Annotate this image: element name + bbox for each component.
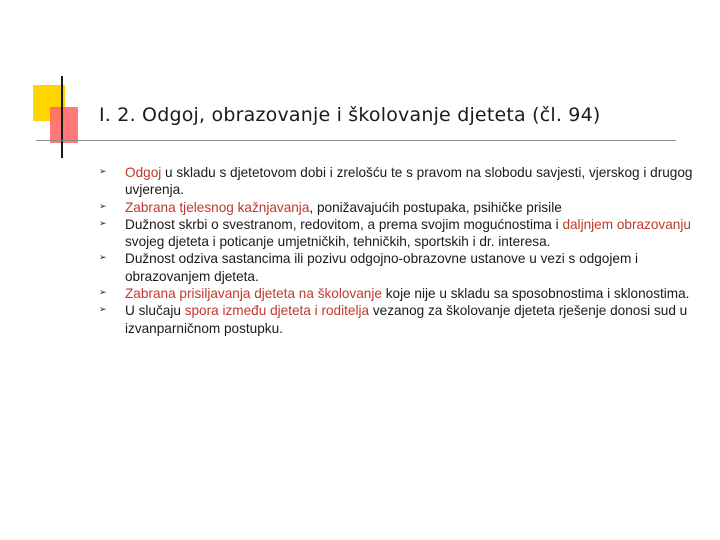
list-item: [99, 199, 699, 216]
list-item: [99, 216, 699, 251]
bullet-text-part: koje nije u skladu sa sposobnostima i sklonostima.: [381, 286, 690, 302]
bullet-text-part: Zabrana prisiljavanja djeteta na školovanje: [125, 286, 382, 302]
bullet-text-part: Dužnost odziva sastancima ili pozivu odgojno-obrazovne ustanove u vezi s odgojem i obrazovanjem djeteta.: [125, 251, 639, 284]
bullet-list: [99, 164, 699, 337]
list-item: [99, 285, 699, 302]
decor-vertical-line: [61, 76, 63, 158]
decor-red-square: [50, 107, 78, 143]
bullet-text-part: Zabrana tjelesnog kažnjavanja: [125, 199, 310, 215]
bullet-text-part: u skladu s djetetovom dobi i zrelošću te s pravom na slobodu savjesti, vjerskog i drugog uvjerenja.: [125, 165, 693, 198]
arrow-bullet-icon: ➢: [99, 167, 107, 177]
list-item: [99, 302, 699, 337]
slide-title: I. 2. Odgoj, obrazovanje i školovanje djeteta (čl. 94): [99, 104, 601, 126]
bullet-text-part: svojeg djeteta i poticanje umjetničkih, tehničkih, sportskih i dr. interesa.: [125, 234, 551, 250]
arrow-bullet-icon: ➢: [99, 218, 107, 229]
bullet-text-part: vezanog za školovanje djeteta rješenje donosi sud u izvanparničnom postupku.: [125, 303, 688, 336]
bullet-text-part: Odgoj: [125, 165, 162, 180]
list-item: [99, 250, 699, 285]
bullet-text-part: U slučaju: [125, 303, 185, 319]
bullet-text-part: spora između djeteta i roditelja: [184, 303, 370, 319]
bullet-text-part: Dužnost skrbi o svestranom, redovitom, a prema svojim mogućnostima i: [125, 216, 563, 232]
arrow-bullet-icon: ➢: [99, 253, 107, 264]
title-divider: [36, 140, 676, 141]
bullet-text-part: , ponižavajućih postupaka, psihičke prisile: [309, 199, 562, 215]
arrow-bullet-icon: ➢: [99, 305, 107, 316]
arrow-bullet-icon: ➢: [99, 201, 107, 212]
bullet-text-part: daljnjem obrazovanju: [562, 216, 691, 232]
list-item: [99, 164, 699, 199]
arrow-bullet-icon: ➢: [99, 288, 107, 299]
